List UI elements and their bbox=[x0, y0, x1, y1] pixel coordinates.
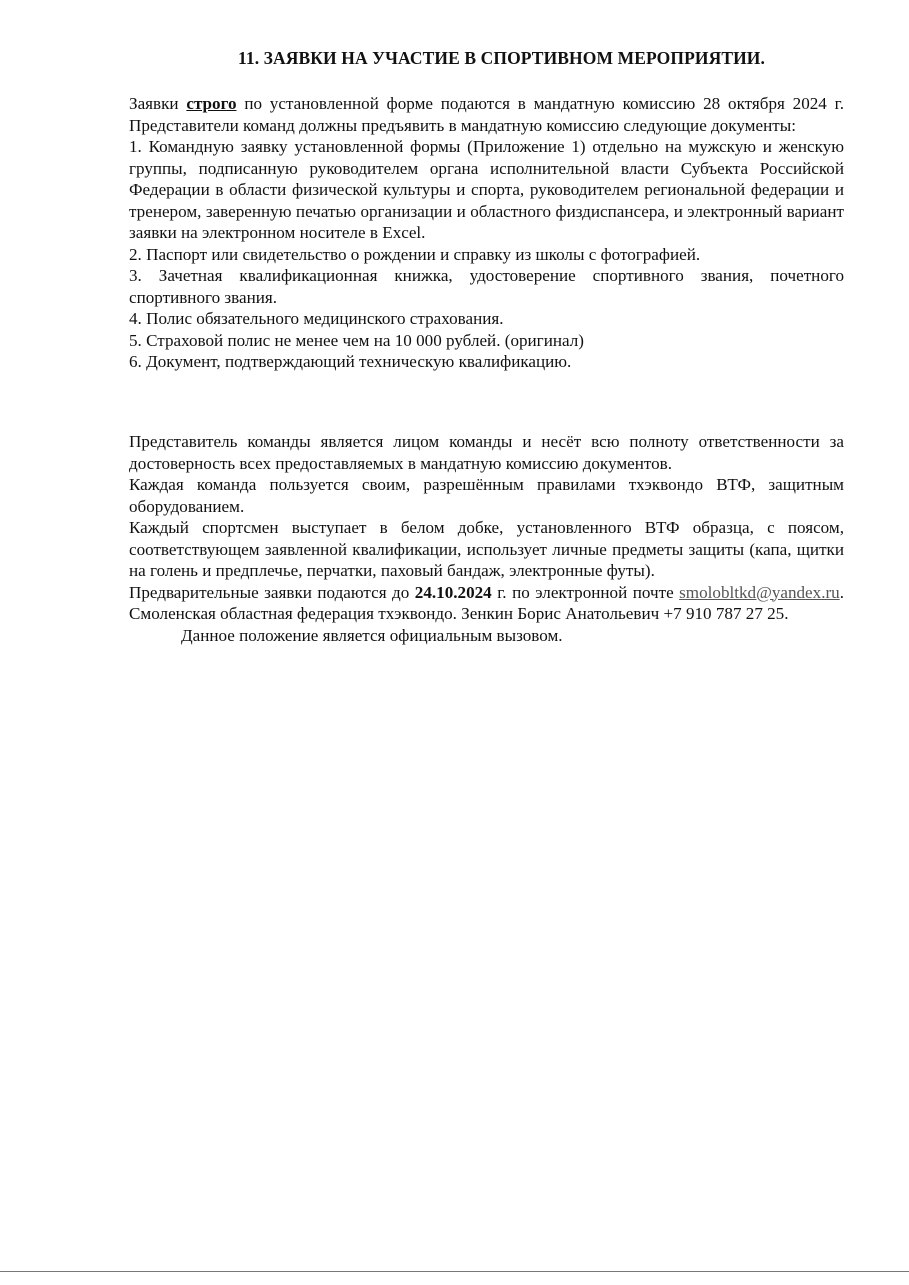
preliminary-suffix: . Смоленская областная федерация тхэквондо. Зенкин Борис Анатольевич +7 910 787 27 25. bbox=[129, 582, 844, 623]
intro-lead: Заявки bbox=[129, 94, 179, 113]
intro-emphasis: строго bbox=[186, 94, 237, 113]
equipment-paragraph: Каждая команда пользуется своим, разрешённым правилами тхэквондо ВТФ, защитным оборудованием. bbox=[129, 475, 844, 516]
document-item-5: 5. Страховой полис не менее чем на 10 000 рублей. (оригинал) bbox=[129, 330, 584, 350]
email-link[interactable]: smolobltkd@yandex.ru bbox=[679, 582, 840, 602]
document-item-2: 2. Паспорт или свидетельство о рождении и справку из школы с фотографией. bbox=[129, 244, 701, 264]
section-title: 11. ЗАЯВКИ НА УЧАСТИЕ В СПОРТИВНОМ МЕРОПРИЯТИИ. bbox=[238, 48, 765, 68]
preliminary-date: 24.10.2024 bbox=[414, 582, 492, 602]
applications-section bbox=[129, 93, 844, 373]
document-item-3: 3. Зачетная квалификационная книжка, удостоверение спортивного звания, почетного спортивного звания. bbox=[129, 266, 844, 307]
preliminary-middle: г. по электронной почте bbox=[497, 582, 674, 602]
preliminary-paragraph bbox=[129, 582, 844, 625]
page-bottom-border bbox=[0, 1271, 909, 1272]
responsibility-paragraph: Представитель команды является лицом команды и несёт всю полноту ответственности за достоверность всех предоставляемых в мандатную комиссию документов. bbox=[129, 432, 844, 473]
preliminary-prefix: Предварительные заявки подаются до bbox=[129, 582, 410, 602]
uniform-paragraph: Каждый спортсмен выступает в белом добке, установленного ВТФ образца, с поясом, соответствующем заявленной квалификации, использует личные предметы защиты (капа, щитки на голень и предплечье, перчатки, паховый бандаж, электронные футы). bbox=[129, 518, 844, 580]
document-item-1: 1. Командную заявку установленной формы (Приложение 1) отдельно на мужскую и женскую группы, подписанную руководителем органа исполнительной власти Субъекта Российской Федерации в области физической культуры и спорта, руководителем региональной федерации и тренером, заверенную печатью организации и областного физдиспансера, и электронный вариант заявки на электронном носителе в Excel. bbox=[129, 137, 844, 242]
rules-section bbox=[129, 431, 844, 646]
document-item-4: 4. Полис обязательного медицинского страхования. bbox=[129, 309, 504, 328]
intro-rest: по установленной форме подаются в мандатную комиссию 28 октября 2024 г. Представители команд должны предъявить в мандатную комиссию следующие документы: bbox=[129, 94, 844, 135]
document-item-6: 6. Документ, подтверждающий техническую квалификацию. bbox=[129, 352, 572, 371]
closing-paragraph: Данное положение является официальным вызовом. bbox=[181, 625, 563, 645]
intro-paragraph bbox=[129, 93, 844, 136]
